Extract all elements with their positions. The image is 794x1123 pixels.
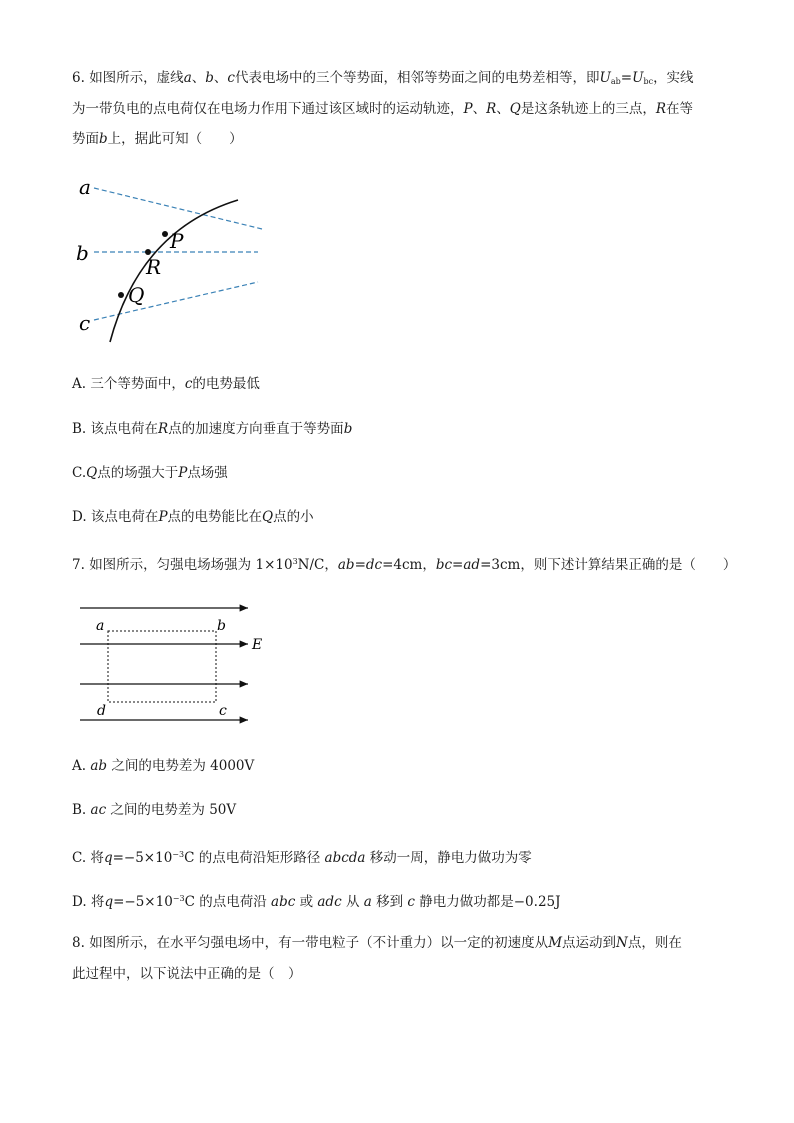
option-text: 点的电势能比在	[167, 509, 263, 525]
point-q	[118, 292, 124, 298]
subscript-ab: ab	[610, 77, 621, 86]
rectangle-abcd	[108, 631, 216, 702]
option-var: b	[343, 421, 353, 437]
equals: =	[354, 557, 366, 573]
q7-option-b[interactable]	[72, 800, 236, 820]
option-text: A.	[72, 758, 87, 774]
trajectory	[110, 200, 238, 342]
option-text: D. 该点电荷在	[72, 509, 159, 525]
option-text: 点场强	[187, 465, 228, 481]
option-var: a	[363, 894, 372, 910]
equals: =	[620, 70, 633, 86]
separator: 、	[213, 70, 228, 86]
q6-option-c[interactable]	[72, 463, 228, 483]
separator: 、	[472, 101, 487, 117]
q7-text: N/C，	[297, 557, 338, 573]
equipotential-a	[94, 188, 262, 229]
option-text: 点的加速度方向垂直于等势面	[168, 421, 344, 437]
q8-stem-line2	[72, 964, 302, 984]
option-text: B. 该点电荷在	[72, 421, 159, 437]
q7-stem	[72, 552, 736, 575]
option-var: P	[178, 465, 188, 481]
option-var: R	[158, 421, 169, 437]
var-c: c	[227, 70, 235, 86]
var-m: M	[548, 935, 563, 951]
q8-text: 点，则在	[627, 935, 682, 951]
superscript: 3	[292, 557, 298, 566]
q6-option-a[interactable]	[72, 374, 260, 394]
option-text: C.	[72, 465, 87, 481]
label-d: d	[97, 703, 106, 719]
var-u: U	[599, 70, 611, 86]
separator: 、	[496, 101, 510, 117]
option-text: C 的点电荷沿矩形路径	[184, 850, 321, 866]
option-text: =−5×10	[112, 850, 173, 866]
q7-text: 如图所示，匀强电场场强为 1×10	[89, 557, 293, 573]
var-dc: dc	[365, 557, 383, 573]
option-text: 点的小	[273, 509, 314, 525]
var-a: a	[183, 70, 192, 86]
q7-option-d[interactable]	[72, 889, 561, 912]
q8-text: 如图所示，在水平匀强电场中，有一带电粒子（不计重力）以一定的初速度从	[89, 935, 549, 951]
label-a: a	[79, 175, 91, 199]
q8-number: 8.	[72, 935, 85, 951]
q8-text: 点运动到	[562, 935, 617, 951]
q6-text: 如图所示，虚线	[89, 70, 184, 86]
option-text: 的电势最低	[192, 376, 260, 392]
var-r: R	[486, 101, 497, 117]
q7-option-a[interactable]	[72, 756, 254, 776]
option-var: q	[104, 894, 114, 910]
q6-text: 势面	[72, 131, 99, 147]
q6-text: 是这条轨迹上的三点，	[520, 101, 656, 117]
option-var: ab	[90, 758, 108, 774]
label-r: R	[146, 255, 162, 279]
superscript: −3	[172, 894, 185, 903]
option-text: 点的场强大于	[97, 465, 179, 481]
q6-stem-line2	[72, 99, 693, 119]
option-text: A. 三个等势面中，	[72, 376, 185, 392]
option-text: C. 将	[72, 850, 104, 866]
label-e: E	[252, 637, 263, 653]
label-p: P	[170, 229, 184, 253]
option-text: B.	[72, 802, 87, 818]
option-text: D. 将	[72, 894, 105, 910]
q7-figure	[76, 598, 276, 726]
var-n: N	[616, 935, 628, 951]
var-bc: bc	[435, 557, 453, 573]
option-text: 从	[345, 894, 360, 910]
var-ab: ab	[337, 557, 355, 573]
option-text: 移动一周，静电力做功为零	[369, 850, 532, 866]
subscript-bc: bc	[643, 77, 654, 86]
q8-text: 此过程中，以下说法中正确的是（ ）	[72, 966, 302, 982]
q6-text: 上，据此可知（ ）	[107, 131, 243, 147]
q6-figure	[70, 170, 270, 350]
label-b: b	[217, 618, 226, 634]
q7-number: 7.	[72, 557, 85, 573]
option-text: 之间的电势差为 4000V	[111, 758, 255, 774]
option-var: q	[103, 850, 113, 866]
option-var: ac	[90, 802, 107, 818]
q6-text: 代表电场中的三个等势面，相邻等势面之间的电势差相等，即	[234, 70, 600, 86]
option-var: P	[158, 509, 168, 525]
var-b: b	[99, 131, 108, 147]
label-b: b	[76, 241, 89, 265]
label-a: a	[96, 618, 105, 634]
q6-text: ，实线	[653, 70, 694, 86]
option-text: C 的点电荷沿	[184, 894, 267, 910]
var-r: R	[655, 101, 667, 117]
option-var: adc	[317, 894, 342, 910]
option-text: 静电力做功都是−0.25J	[419, 894, 561, 910]
option-text: 移到	[376, 894, 404, 910]
q6-number: 6.	[72, 70, 85, 86]
q6-text: 为一带负电的点电荷仅在电场力作用下通过该区域时的运动轨迹，	[72, 101, 464, 117]
option-var: Q	[262, 509, 274, 525]
option-var: abcda	[324, 850, 366, 866]
var-b: b	[205, 70, 214, 86]
q7-text: =4cm，	[382, 557, 436, 573]
option-var: c	[184, 376, 193, 392]
q6-text: 在等	[666, 101, 694, 117]
q7-text: =3cm，则下述计算结果正确的是（ ）	[480, 557, 737, 573]
var-p: P	[463, 101, 473, 117]
q6-option-d[interactable]	[72, 507, 314, 527]
option-text: =−5×10	[113, 894, 173, 910]
q8-stem-line1	[72, 933, 682, 953]
q6-stem-line3	[72, 129, 243, 149]
label-q: Q	[128, 283, 145, 307]
option-text: 之间的电势差为 50V	[110, 802, 237, 818]
label-c: c	[79, 311, 91, 335]
label-c: c	[219, 703, 227, 719]
option-var: c	[407, 894, 415, 910]
q7-option-c[interactable]	[72, 845, 532, 868]
superscript: −3	[172, 850, 185, 859]
var-q: Q	[509, 101, 521, 117]
q6-option-b[interactable]	[72, 419, 352, 439]
separator: 、	[191, 70, 206, 86]
q6-stem-line1	[72, 68, 694, 92]
option-text: 或	[299, 894, 314, 910]
point-p	[162, 231, 168, 237]
var-u: U	[632, 70, 644, 86]
equals: =	[452, 557, 464, 573]
var-ad: ad	[463, 557, 481, 573]
option-var: Q	[86, 465, 98, 481]
option-var: abc	[271, 894, 296, 910]
